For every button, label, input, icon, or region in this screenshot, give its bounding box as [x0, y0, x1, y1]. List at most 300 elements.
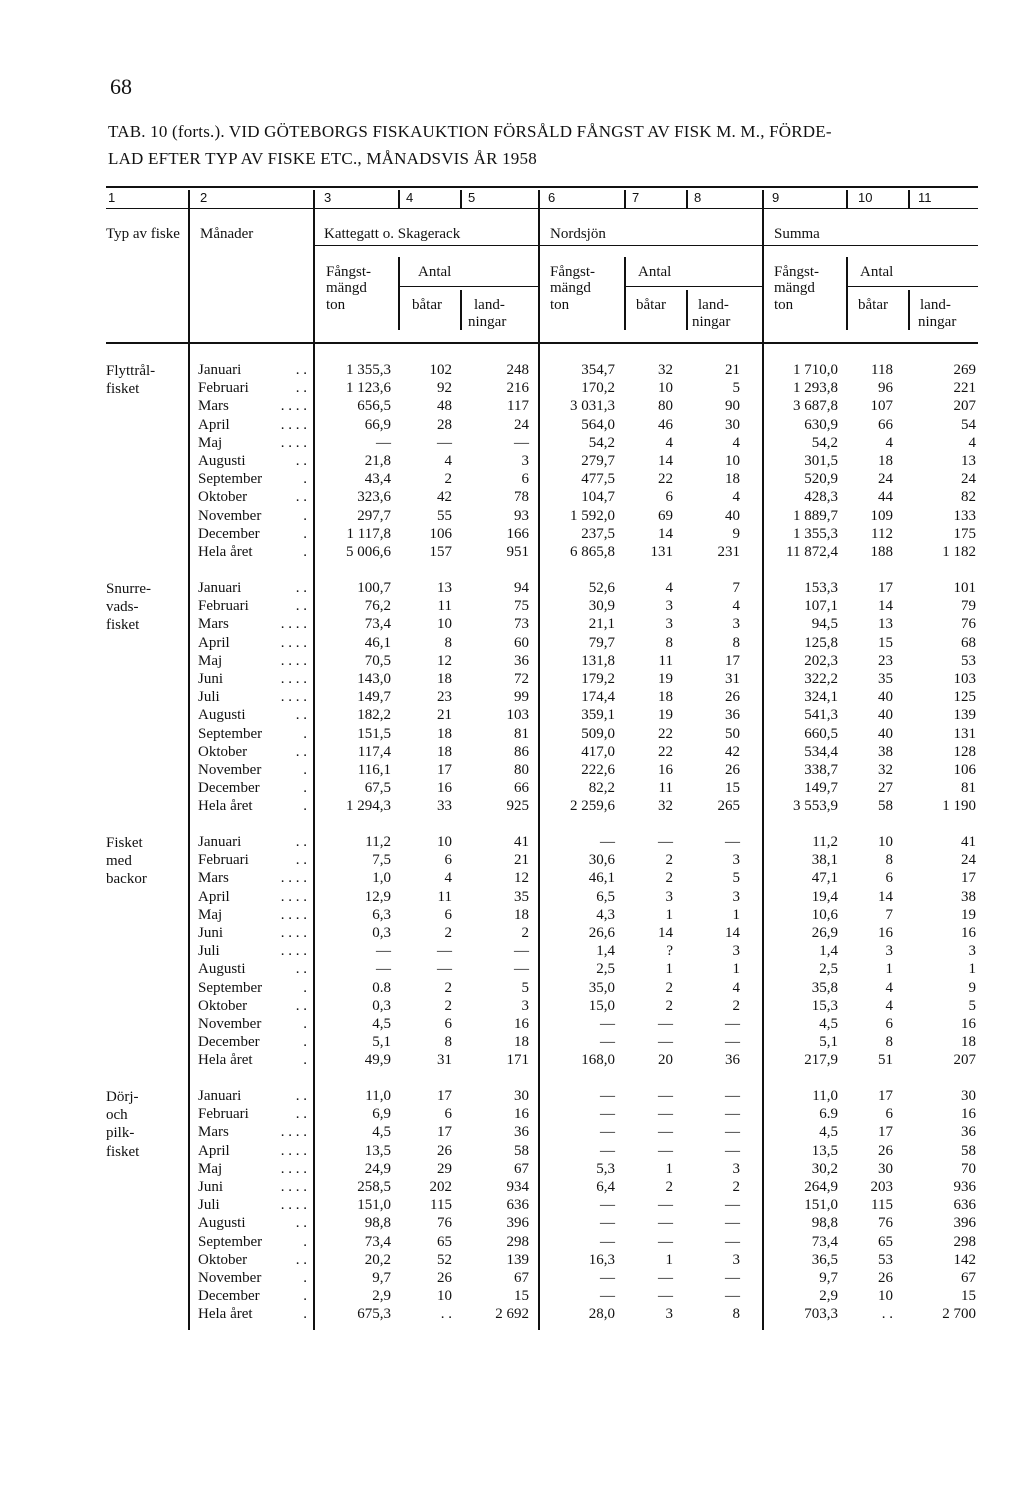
- table-cell: 10: [437, 834, 452, 850]
- table-cell: 4,5: [819, 1124, 838, 1141]
- table-cell: 80: [514, 762, 529, 778]
- table-cell: 36: [514, 652, 529, 669]
- table-cell: 6: [665, 489, 673, 506]
- table-cell: 16,3: [588, 1251, 615, 1268]
- table-cell: 636: [506, 1197, 529, 1214]
- table-cell: 139: [953, 707, 976, 724]
- table-cell: 301,5: [804, 453, 838, 469]
- table-cell: —: [600, 1142, 615, 1159]
- month-cell: Maj: [198, 434, 223, 451]
- table-cell: 202: [429, 1179, 452, 1195]
- table-cell: 151,0: [804, 1197, 838, 1214]
- table-cell: 15: [725, 780, 740, 797]
- table-cell: 541,3: [804, 707, 838, 724]
- month-cell: Februari: [198, 598, 249, 615]
- table-cell: 131,8: [581, 652, 615, 669]
- leader-dots: . . . .: [280, 1197, 307, 1214]
- table-cell: 26: [725, 762, 740, 778]
- table-cell: —: [600, 1270, 615, 1286]
- leader-dots: .: [303, 525, 307, 542]
- table-cell: 65: [878, 1233, 893, 1250]
- table-cell: 298: [506, 1233, 529, 1250]
- leader-dots: . .: [295, 852, 307, 869]
- table-cell: 428,3: [804, 489, 838, 506]
- table-cell: 7: [732, 580, 740, 596]
- table-cell: 2,5: [819, 961, 838, 978]
- table-cell: 73,4: [364, 1233, 391, 1250]
- table-cell: 26: [878, 1270, 893, 1286]
- group-label-line: och: [106, 1107, 128, 1124]
- table-cell: 170,2: [581, 380, 615, 397]
- leader-dots: . . . .: [280, 925, 307, 941]
- month-cell: April: [198, 416, 230, 433]
- table-cell: 3: [732, 943, 740, 960]
- table-cell: 80: [658, 398, 673, 415]
- antal-rule-2: [626, 286, 762, 287]
- table-cell: 103: [953, 671, 976, 687]
- table-cell: 26: [437, 1142, 452, 1159]
- table-cell: 21,8: [364, 453, 391, 469]
- table-cell: 630,9: [804, 416, 838, 433]
- table-row: [0, 1306, 1024, 1324]
- table-cell: 269: [953, 362, 976, 378]
- table-cell: 2: [444, 979, 452, 996]
- table-cell: 202,3: [804, 652, 838, 669]
- month-cell: April: [198, 888, 230, 905]
- table-cell: 4: [665, 434, 673, 451]
- table-cell: —: [725, 1197, 740, 1214]
- month-cell: Januari: [198, 834, 242, 850]
- table-cell: 92: [437, 380, 452, 397]
- vrule-col4b: [398, 257, 400, 330]
- table-cell: 21: [514, 852, 529, 869]
- table-cell: 38: [961, 888, 976, 905]
- table-cell: 2: [521, 925, 529, 941]
- month-cell: Hela året: [198, 798, 253, 815]
- table-cell: 67,5: [364, 780, 391, 797]
- table-cell: 182,2: [357, 707, 391, 724]
- table-cell: 8: [444, 634, 452, 651]
- table-cell: 4,5: [372, 1124, 391, 1141]
- table-cell: 18: [437, 671, 452, 687]
- leader-dots: .: [303, 1288, 307, 1305]
- table-cell: 166: [506, 525, 529, 542]
- table-cell: 1: [665, 906, 673, 923]
- table-cell: 13,5: [364, 1142, 391, 1159]
- leader-dots: . . . .: [280, 689, 307, 706]
- table-cell: 297,7: [357, 507, 391, 524]
- table-cell: 31: [725, 671, 740, 687]
- table-cell: 6,5: [596, 888, 615, 905]
- table-cell: —: [658, 1088, 673, 1104]
- header-kattegatt: Kattegatt o. Skagerack: [324, 226, 461, 242]
- table-cell: 81: [514, 725, 529, 742]
- table-cell: 104,7: [581, 489, 615, 506]
- table-cell: 6,3: [372, 906, 391, 923]
- month-cell: September: [198, 979, 263, 996]
- table-cell: 12: [437, 652, 452, 669]
- table-cell: —: [600, 1088, 615, 1104]
- table-cell: —: [725, 1270, 740, 1286]
- table-cell: 55: [437, 507, 452, 524]
- leader-dots: . .: [295, 834, 307, 850]
- table-cell: 4: [885, 434, 893, 451]
- leader-dots: . . . .: [280, 416, 307, 433]
- table-cell: 12,9: [364, 888, 391, 905]
- table-cell: 10: [725, 453, 740, 469]
- table-cell: 18: [961, 1034, 976, 1051]
- table-row: [0, 744, 1024, 762]
- table-cell: 6: [444, 906, 452, 923]
- table-row: [0, 1088, 1024, 1106]
- table-row: [0, 635, 1024, 653]
- table-cell: 1,4: [819, 943, 838, 960]
- table-cell: 19: [658, 671, 673, 687]
- table-cell: 3 031,3: [570, 398, 615, 415]
- month-cell: December: [198, 780, 260, 797]
- col-number-1: 1: [108, 190, 116, 205]
- table-cell: 1 117,8: [346, 525, 391, 542]
- table-cell: 6: [444, 1106, 452, 1123]
- table-cell: 79: [961, 598, 976, 615]
- month-cell: December: [198, 1288, 260, 1305]
- table-row: [0, 453, 1024, 471]
- table-cell: 23: [437, 689, 452, 706]
- table-row: [0, 380, 1024, 398]
- table-row: [0, 689, 1024, 707]
- table-cell: 117: [507, 398, 529, 415]
- table-cell: 17: [437, 1124, 452, 1141]
- table-cell: 36: [514, 1124, 529, 1141]
- table-cell: 26: [878, 1142, 893, 1159]
- table-cell: —: [658, 1270, 673, 1286]
- table-cell: 258,5: [357, 1179, 391, 1195]
- table-cell: —: [514, 961, 529, 978]
- header-antal-2: Antal: [638, 264, 672, 280]
- table-row: [0, 508, 1024, 526]
- table-cell: 17: [437, 1088, 452, 1104]
- table-cell: 65: [437, 1233, 452, 1250]
- table-row: [0, 943, 1024, 961]
- table-cell: 53: [961, 652, 976, 669]
- table-cell: 324,1: [804, 689, 838, 706]
- leader-dots: . .: [295, 997, 307, 1014]
- table-row: [0, 726, 1024, 744]
- table-cell: 656,5: [357, 398, 391, 415]
- leader-dots: . .: [295, 743, 307, 760]
- table-cell: 38: [878, 743, 893, 760]
- table-row: [0, 580, 1024, 598]
- table-cell: 15: [514, 1288, 529, 1305]
- table-cell: 58: [878, 798, 893, 815]
- table-cell: 8: [665, 634, 673, 651]
- table-cell: 32: [878, 762, 893, 778]
- month-cell: Mars: [198, 398, 229, 415]
- vrule-col11: [908, 190, 910, 208]
- table-cell: 6 865,8: [570, 544, 615, 560]
- table-cell: 31: [437, 1052, 452, 1069]
- table-cell: —: [600, 1197, 615, 1214]
- table-cell: 48: [437, 398, 452, 415]
- table-cell: 70: [961, 1160, 976, 1177]
- table-cell: 188: [870, 544, 893, 560]
- table-cell: 94,5: [811, 616, 838, 633]
- table-cell: 221: [953, 380, 976, 397]
- leader-dots: .: [303, 979, 307, 996]
- month-cell: Februari: [198, 380, 249, 397]
- table-cell: 354,7: [581, 362, 615, 378]
- leader-dots: .: [303, 1016, 307, 1032]
- table-cell: 67: [961, 1270, 976, 1286]
- leader-dots: . . . .: [280, 434, 307, 451]
- col-number-6: 6: [548, 190, 556, 205]
- table-cell: —: [437, 943, 452, 960]
- table-row: [0, 1161, 1024, 1179]
- table-cell: 142: [953, 1251, 976, 1268]
- table-cell: 179,2: [581, 671, 615, 687]
- table-cell: 75: [514, 598, 529, 615]
- table-row: [0, 526, 1024, 544]
- table-cell: 112: [871, 525, 893, 542]
- table-cell: 0.8: [372, 979, 391, 996]
- table-cell: 2: [732, 997, 740, 1014]
- table-cell: 49,9: [364, 1052, 391, 1069]
- leader-dots: . . . .: [280, 1124, 307, 1141]
- table-cell: 9: [732, 525, 740, 542]
- table-cell: 22: [658, 743, 673, 760]
- table-cell: —: [725, 834, 740, 850]
- table-cell: 396: [953, 1215, 976, 1232]
- table-cell: 36: [961, 1124, 976, 1141]
- header-ningar-3: ningar: [918, 314, 957, 330]
- month-cell: Mars: [198, 616, 229, 633]
- table-row: [0, 852, 1024, 870]
- header-ton-2: ton: [550, 297, 570, 313]
- table-row: [0, 598, 1024, 616]
- table-cell: 8: [444, 1034, 452, 1051]
- table-cell: 76,2: [364, 598, 391, 615]
- table-cell: 106: [429, 525, 452, 542]
- table-cell: 9,7: [372, 1270, 391, 1286]
- table-cell: 40: [878, 689, 893, 706]
- group-label-line: backor: [106, 871, 147, 888]
- table-cell: 4: [885, 979, 893, 996]
- antal-rule-3: [846, 286, 978, 287]
- header-ningar-2: ningar: [692, 314, 731, 330]
- table-cell: —: [376, 434, 391, 451]
- header-fangst-2: Fångst-: [550, 264, 595, 280]
- table-cell: 5,1: [819, 1034, 838, 1051]
- table-cell: 151,5: [357, 725, 391, 742]
- table-row: [0, 1179, 1024, 1197]
- table-cell: 106: [953, 762, 976, 778]
- leader-dots: .: [303, 471, 307, 488]
- table-cell: 79,7: [588, 634, 615, 651]
- table-cell: 107,1: [804, 598, 838, 615]
- table-cell: 2: [665, 1179, 673, 1195]
- table-cell: . .: [440, 1306, 452, 1323]
- table-row: [0, 889, 1024, 907]
- table-cell: 52,6: [588, 580, 615, 596]
- month-cell: April: [198, 634, 230, 651]
- table-cell: 131: [650, 544, 673, 560]
- table-cell: 5: [968, 997, 976, 1014]
- leader-dots: .: [303, 507, 307, 524]
- table-cell: 46: [658, 416, 673, 433]
- table-cell: 231: [717, 544, 740, 560]
- table-cell: 54: [961, 416, 976, 433]
- table-cell: 115: [871, 1197, 893, 1214]
- table-cell: 21,1: [588, 616, 615, 633]
- table-cell: 5: [732, 380, 740, 397]
- table-cell: 174,4: [581, 689, 615, 706]
- header-land-3: land-: [920, 297, 951, 313]
- table-cell: 3: [665, 888, 673, 905]
- table-cell: 934: [506, 1179, 529, 1195]
- table-row: [0, 1034, 1024, 1052]
- table-cell: 26: [437, 1270, 452, 1286]
- table-cell: 6: [444, 1016, 452, 1032]
- table-cell: 15: [961, 1288, 976, 1305]
- leader-dots: .: [303, 798, 307, 815]
- leader-dots: . .: [295, 580, 307, 596]
- table-cell: 11,0: [365, 1088, 391, 1104]
- table-cell: 265: [717, 798, 740, 815]
- table-cell: —: [658, 1233, 673, 1250]
- leader-dots: .: [303, 544, 307, 560]
- table-cell: 175: [953, 525, 976, 542]
- vrule-col8: [686, 190, 688, 208]
- table-cell: 0,3: [372, 925, 391, 941]
- table-cell: —: [658, 1016, 673, 1032]
- leader-dots: . . . .: [280, 398, 307, 415]
- table-cell: 26,9: [811, 925, 838, 941]
- col-number-3: 3: [324, 190, 332, 205]
- table-cell: —: [600, 1233, 615, 1250]
- table-cell: 82,2: [588, 780, 615, 797]
- table-cell: —: [437, 961, 452, 978]
- month-cell: November: [198, 507, 262, 524]
- table-cell: 15,0: [588, 997, 615, 1014]
- table-cell: 16: [961, 1016, 976, 1032]
- header-batar-3: båtar: [858, 297, 888, 313]
- table-row: [0, 1234, 1024, 1252]
- table-cell: 2: [665, 979, 673, 996]
- table-cell: 207: [953, 1052, 976, 1069]
- table-cell: 151,0: [357, 1197, 391, 1214]
- table-cell: 17: [437, 762, 452, 778]
- month-cell: Juni: [198, 925, 224, 941]
- table-cell: 14: [725, 925, 740, 941]
- month-cell: Mars: [198, 1124, 229, 1141]
- table-cell: 78: [514, 489, 529, 506]
- table-cell: 2: [665, 852, 673, 869]
- table-cell: 28,0: [588, 1306, 615, 1323]
- table-cell: 11,2: [365, 834, 391, 850]
- table-cell: 20: [658, 1052, 673, 1069]
- subheader-rule-1: [314, 245, 538, 246]
- table-cell: 264,9: [804, 1179, 838, 1195]
- table-cell: —: [658, 1106, 673, 1123]
- table-cell: 4: [444, 453, 452, 469]
- table-row: [0, 762, 1024, 780]
- leader-dots: . . . .: [280, 1179, 307, 1195]
- table-cell: 11,2: [812, 834, 838, 850]
- table-cell: 101: [953, 580, 976, 596]
- group-label-line: fisket: [106, 381, 140, 398]
- table-cell: 94: [514, 580, 529, 596]
- table-cell: 131: [953, 725, 976, 742]
- leader-dots: . .: [295, 1215, 307, 1232]
- table-row: [0, 435, 1024, 453]
- table-cell: 2: [665, 870, 673, 887]
- table-cell: 3: [665, 616, 673, 633]
- table-cell: 46,1: [588, 870, 615, 887]
- header-typ-av-fiske: Typ av fiske: [106, 226, 180, 242]
- header-summa: Summa: [774, 226, 820, 242]
- table-cell: 322,2: [804, 671, 838, 687]
- table-cell: 28: [437, 416, 452, 433]
- table-cell: 1 293,8: [793, 380, 838, 397]
- group-label-line: Dörj-: [106, 1089, 139, 1105]
- table-cell: 5: [521, 979, 529, 996]
- table-cell: 11,0: [812, 1088, 838, 1104]
- table-cell: 16: [658, 762, 673, 778]
- table-cell: ?: [666, 943, 673, 960]
- table-cell: 30: [514, 1088, 529, 1104]
- vrule-col7b: [624, 257, 626, 330]
- table-cell: 16: [961, 925, 976, 941]
- table-cell: 29: [437, 1160, 452, 1177]
- table-cell: 103: [506, 707, 529, 724]
- table-cell: 35,8: [811, 979, 838, 996]
- table-cell: 8: [732, 1306, 740, 1323]
- month-cell: Oktober: [198, 489, 248, 506]
- table-cell: 17: [725, 652, 740, 669]
- table-cell: 58: [961, 1142, 976, 1159]
- table-cell: 128: [953, 743, 976, 760]
- header-antal-3: Antal: [860, 264, 894, 280]
- vrule-col5: [460, 190, 462, 208]
- table-row: [0, 1215, 1024, 1233]
- month-cell: Mars: [198, 870, 229, 887]
- table-cell: 76: [437, 1215, 452, 1232]
- month-cell: Januari: [198, 362, 242, 378]
- table-cell: 86: [514, 743, 529, 760]
- table-cell: 23: [878, 652, 893, 669]
- table-cell: 30,6: [588, 852, 615, 869]
- table-cell: 6: [444, 852, 452, 869]
- table-cell: 10: [658, 380, 673, 397]
- table-cell: 5 006,6: [346, 544, 391, 560]
- table-cell: 44: [878, 489, 893, 506]
- leader-dots: . .: [295, 598, 307, 615]
- vrule-col7: [624, 190, 626, 208]
- leader-dots: . . . .: [280, 1142, 307, 1159]
- table-cell: 99: [514, 689, 529, 706]
- table-row: [0, 707, 1024, 725]
- table-cell: 171: [506, 1052, 529, 1069]
- antal-rule-1: [398, 286, 538, 287]
- table-cell: 30,9: [588, 598, 615, 615]
- table-cell: 66: [514, 780, 529, 797]
- month-cell: Januari: [198, 580, 242, 596]
- table-cell: 1 182: [942, 544, 976, 560]
- subheader-rule-3: [762, 245, 978, 246]
- table-cell: —: [658, 1034, 673, 1051]
- col-number-11: 11: [918, 190, 932, 205]
- vrule-col10b: [846, 257, 848, 330]
